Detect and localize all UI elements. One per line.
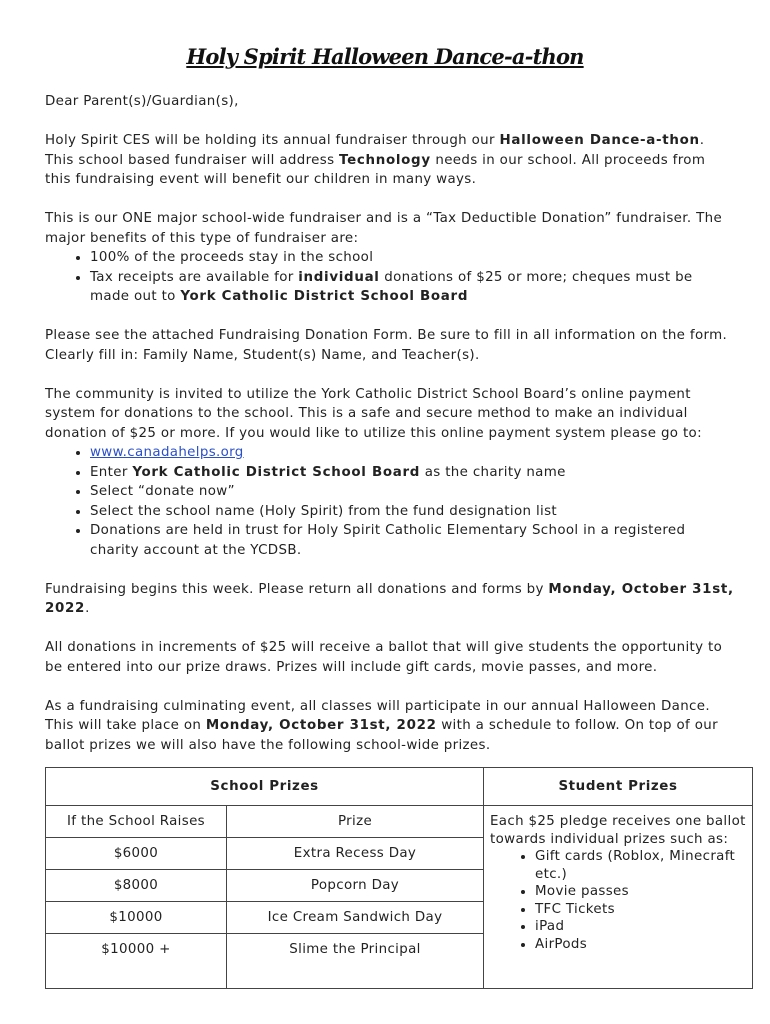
online-payment-paragraph: The community is invited to utilize the York Catholic District School Board’s online payment system for donations to the school. This is a safe and secure method to make an individual donation of $25 or more. If you would like to utilize this online payment system please go to:	[45, 386, 702, 441]
list-item: • AirPods	[535, 936, 746, 954]
student-prizes-list	[490, 848, 746, 953]
prize-cell: Ice Cream Sandwich Day	[227, 902, 484, 934]
prize-column-header: Prize	[227, 806, 484, 838]
list-item: • 100% of the proceeds stay in the school	[90, 248, 735, 268]
list-item	[90, 443, 735, 463]
list-item: • Select the school name (Holy Spirit) from the fund designation list	[90, 502, 735, 522]
amount-column-header: If the School Raises	[46, 806, 227, 838]
list-item: • Movie passes	[535, 883, 746, 901]
amount-cell: $10000 +	[46, 934, 227, 989]
form-paragraph: Please see the attached Fundraising Donation Form. Be sure to fill in all information on the form. Clearly fill in: Family Name, Student(s) Name, and Teacher(s).	[45, 328, 728, 363]
deadline-paragraph: Fundraising begins this week. Please return all donations and forms by Monday, October 31st, 2022.	[45, 581, 734, 616]
letter-body	[45, 92, 735, 775]
list-item: • Gift cards (Roblox, Minecraft etc.)	[535, 848, 746, 883]
intro-paragraph: Holy Spirit CES will be holding its annual fundraiser through our Halloween Dance-a-thon. This school based fundraiser will address Technology needs in our school. All proceeds from this fundraising event will benefit our children in many ways.	[45, 133, 706, 187]
student-prizes-intro: Each $25 pledge receives one ballot towards individual prizes such as:	[490, 814, 746, 847]
ballot-paragraph: All donations in increments of $25 will receive a ballot that will give students the opportunity to be entered into our prize draws. Prizes will include gift cards, movie passes, and more.	[45, 640, 723, 675]
benefits-list	[45, 248, 735, 307]
list-item: • iPad	[535, 918, 746, 936]
prizes-table	[45, 767, 753, 989]
online-steps-list	[45, 443, 735, 560]
canadahelps-link[interactable]: www.canadahelps.org	[90, 445, 244, 460]
greeting: Dear Parent(s)/Guardian(s),	[45, 94, 239, 109]
student-prizes-header: Student Prizes	[484, 768, 753, 806]
amount-cell: $6000	[46, 838, 227, 870]
page-title: Holy Spirit Halloween Dance-a-thon	[186, 44, 584, 69]
prize-cell: Extra Recess Day	[227, 838, 484, 870]
table-row	[46, 806, 753, 838]
fundraiser-paragraph: This is our ONE major school-wide fundraiser and is a “Tax Deductible Donation” fundraiser. The major benefits of this type of fundraiser are:	[45, 211, 723, 246]
table-header-row	[46, 768, 753, 806]
prize-cell: Popcorn Day	[227, 870, 484, 902]
school-prizes-header: School Prizes	[46, 768, 484, 806]
student-prizes-cell	[484, 806, 753, 989]
list-item: • Donations are held in trust for Holy Spirit Catholic Elementary School in a registered charity account at the YCDSB.	[90, 521, 735, 560]
dance-paragraph: As a fundraising culminating event, all classes will participate in our annual Halloween Dance. This will take place on Monday, October 31st, 2022 with a schedule to follow. On top of our ballot prizes we will also have the following school-wide prizes.	[45, 698, 718, 753]
prize-cell: Slime the Principal	[227, 934, 484, 989]
list-item: • Select “donate now”	[90, 482, 735, 502]
list-item: • TFC Tickets	[535, 901, 746, 919]
amount-cell: $8000	[46, 870, 227, 902]
list-item: • Enter York Catholic District School Board as the charity name	[90, 463, 735, 483]
list-item: • Tax receipts are available for individual donations of $25 or more; cheques must be made out to York Catholic District School Board	[90, 268, 735, 307]
amount-cell: $10000	[46, 902, 227, 934]
